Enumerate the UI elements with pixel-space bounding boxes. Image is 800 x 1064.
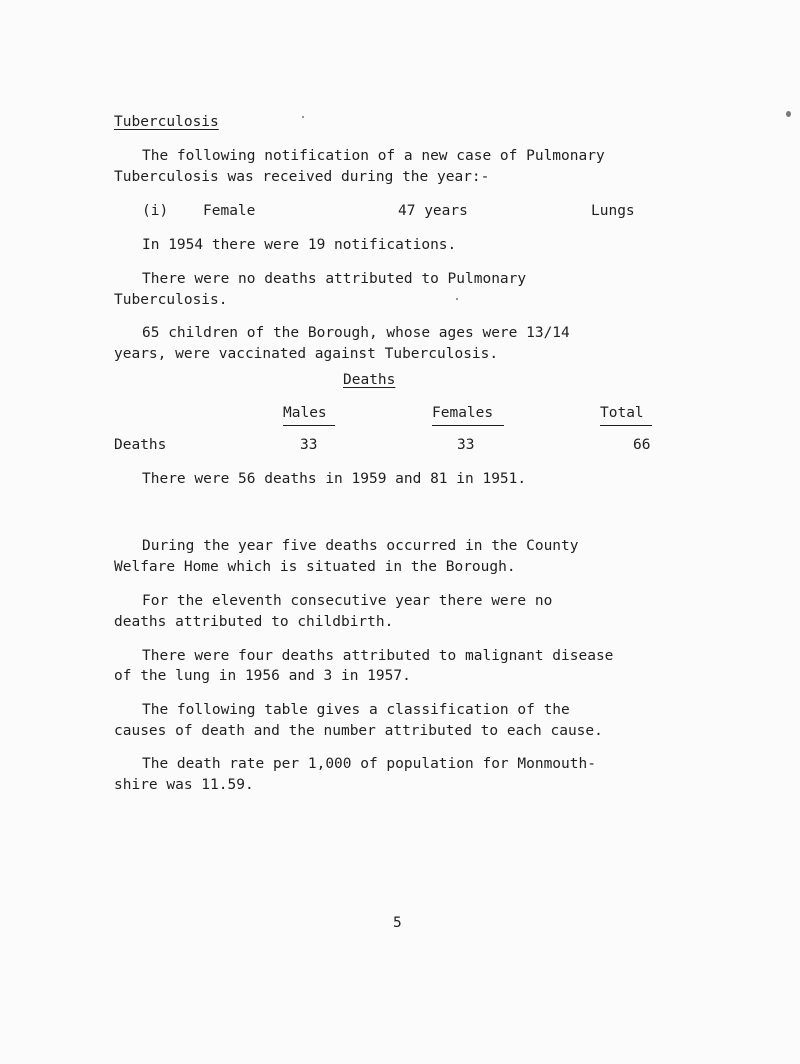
paragraph-line: For the eleventh consecutive year there were no [142,593,553,609]
section-heading: Tuberculosis [114,114,219,130]
column-header-total: Total [600,405,644,421]
column-header-males: Males [283,405,327,421]
case-sex: Female [203,203,256,219]
case-site: Lungs [591,203,635,219]
paragraph-line: Tuberculosis. [114,292,228,308]
row-label: Deaths [114,437,167,453]
scan-speck [456,298,458,300]
page-number: 5 [393,915,402,931]
paragraph-line: Welfare Home which is situated in the Borough. [114,559,516,575]
paragraph-line: The following notification of a new case of Pulmonary [142,148,605,164]
column-header-rule [432,425,504,426]
paragraph-line: 65 children of the Borough, whose ages were 13/14 [142,325,570,341]
paragraph-line: shire was 11.59. [114,777,254,793]
paragraph-line: The death rate per 1,000 of population for Monmouth- [142,756,596,772]
paragraph-line: deaths attributed to childbirth. [114,614,394,630]
paragraph-line: of the lung in 1956 and 3 in 1957. [114,668,411,684]
scan-speck [786,111,791,117]
notifications-line: In 1954 there were 19 notifications. [142,237,457,253]
paragraph-line: causes of death and the number attributed to each cause. [114,723,603,739]
column-header-females: Females [432,405,494,421]
paragraph-line: There were four deaths attributed to malignant disease [142,648,614,664]
deaths-comparison-line: There were 56 deaths in 1959 and 81 in 1951. [142,471,527,487]
value-males: 33 [300,437,318,453]
case-number: (i) [142,203,169,219]
paragraph-line: During the year five deaths occurred in the County [142,538,579,554]
scan-speck [302,116,304,118]
value-females: 33 [457,437,475,453]
paragraph-line: years, were vaccinated against Tuberculosis. [114,346,499,362]
case-age: 47 years [398,203,468,219]
value-total: 66 [633,437,651,453]
paragraph-line: Tuberculosis was received during the year:- [114,169,490,185]
paragraph-line: There were no deaths attributed to Pulmonary [142,271,527,287]
table-title: Deaths [343,372,396,388]
column-header-rule [283,425,335,426]
paragraph-line: The following table gives a classification of the [142,702,570,718]
column-header-rule [600,425,652,426]
